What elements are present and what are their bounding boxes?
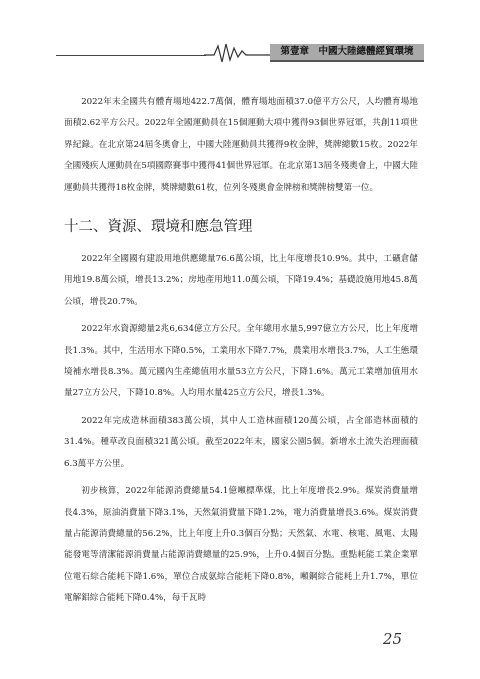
page-number: 25	[382, 630, 402, 648]
paragraph-water: 2022年水資源總量2兆6,634億立方公尺。全年總用水量5,997億立方公尺，比上年度增長1.3%。其中，生活用水下降0.5%，工業用水下降7.7%，農業用水增長3.7%，人工生態環境補水增長8.3%。萬元國內生產總值用水量53立方公尺，下降1.6%。萬元工業增加值用水量27立方公尺，下降10.8%。人均用水量425立方公尺，增長1.3%。	[64, 324, 418, 399]
page-header	[56, 40, 424, 64]
chapter-title: 第壹章 中國大陸總體經貿環境	[270, 44, 424, 62]
section-heading: 十二、資源、環境和應急管理	[64, 219, 253, 236]
page-body	[64, 92, 418, 616]
paragraph-forest: 2022年完成造林面積383萬公頃，其中人工造林面積120萬公頃，占全部造林面積的31.4%。種草改良面積321萬公頃。截至2022年末，國家公園5個。新增水土流失治理面積6.3萬平方公里。	[64, 415, 418, 469]
header-rule	[56, 55, 206, 56]
paragraph-land: 2022年全國國有建設用地供應總量76.6萬公頃，比上年度增長10.9%。其中，工礦倉儲用地19.8萬公頃，增長13.2%；房地產用地11.0萬公頃，下降19.4%；基礎設施用地45.8萬公頃，增長20.7%。	[64, 254, 418, 307]
paragraph-energy: 初步核算，2022年能源消費總量54.1億噸標準煤，比上年度增長2.9%。煤炭消費量增長4.3%，原油消費量下降3.1%，天然氣消費量下降1.2%，電力消費量增長3.6%。煤炭消費量占能源消費總量的56.2%，比上年度上升0.3個百分點；天然氣、水電、核電、風電、太陽能發電等清潔能源消費量占能源消費總量的25.9%，上升0.4個百分點。重點耗能工業企業單位電石綜合能耗下降1.6%，單位合成氨綜合能耗下降0.8%，噸鋼綜合能耗上升1.7%，單位電解鋁綜合能耗下降0.4%，每千瓦時	[64, 486, 418, 604]
paragraph-sports: 2022年末全國共有體育場地422.7萬個，體育場地面積37.0億平方公尺，人均體育場地面積2.62平方公尺。2022年全國運動員在15個運動大項中獲得93個世界冠軍，共創11項世界紀錄。在北京第24屆冬奧會上，中國大陸運動員共獲得9枚金牌，獎牌總數15枚。2022年全國殘疾人運動員在5項國際賽事中獲得41個世界冠軍。在北京第13屆冬殘奧會上，中國大陸運動員共獲得18枚金牌，獎牌總數61枚，位列冬殘奧會金牌榜和獎牌榜雙第一位。	[64, 97, 418, 193]
heartbeat-line-icon	[204, 42, 274, 64]
